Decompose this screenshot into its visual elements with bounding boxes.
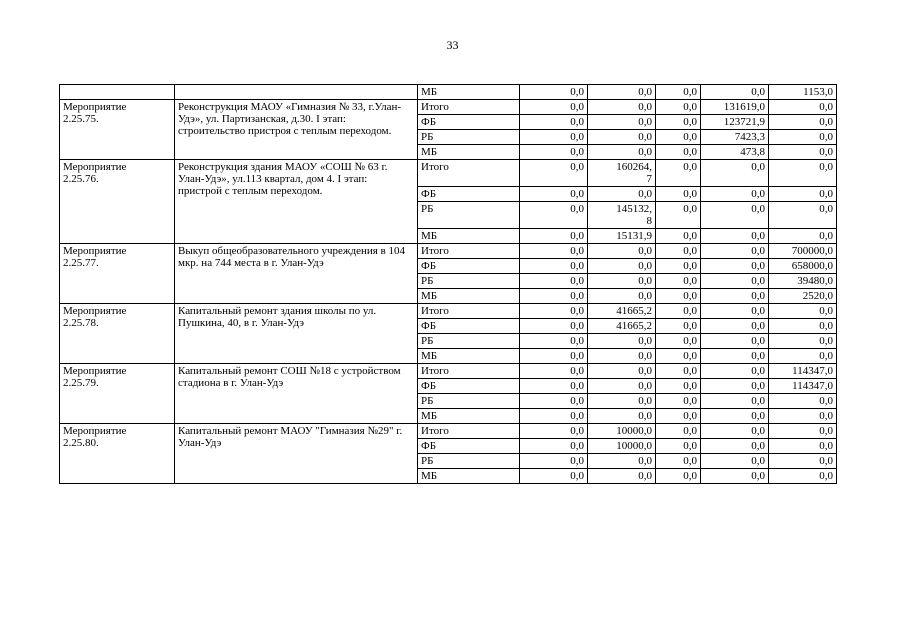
value-cell: 0,0	[656, 289, 701, 304]
value-cell: 0,0	[701, 244, 769, 259]
value-cell: 41665,2	[588, 304, 656, 319]
value-cell: 0,0	[701, 85, 769, 100]
value-cell: 0,0	[520, 304, 588, 319]
source-cell: ФБ	[418, 115, 520, 130]
value-cell: 0,0	[520, 394, 588, 409]
value-cell: 1153,0	[769, 85, 837, 100]
value-cell: 0,0	[769, 304, 837, 319]
value-cell: 0,0	[701, 334, 769, 349]
value-cell: 0,0	[769, 115, 837, 130]
value-cell: 0,0	[520, 409, 588, 424]
value-cell: 0,0	[769, 334, 837, 349]
source-cell: РБ	[418, 454, 520, 469]
value-cell: 0,0	[520, 274, 588, 289]
value-cell: 0,0	[520, 439, 588, 454]
value-cell: 0,0	[656, 130, 701, 145]
value-cell: 0,0	[701, 319, 769, 334]
value-cell: 0,0	[656, 349, 701, 364]
value-cell: 0,0	[656, 409, 701, 424]
source-cell: Итого	[418, 304, 520, 319]
value-cell: 0,0	[701, 160, 769, 187]
value-cell: 0,0	[656, 187, 701, 202]
value-cell: 0,0	[656, 145, 701, 160]
value-cell: 0,0	[769, 469, 837, 484]
value-cell: 0,0	[701, 409, 769, 424]
value-cell: 114347,0	[769, 364, 837, 379]
source-cell: РБ	[418, 394, 520, 409]
budget-table-body	[60, 85, 837, 484]
value-cell: 0,0	[588, 187, 656, 202]
event-id-cell: Мероприятие 2.25.79.	[60, 364, 175, 424]
value-cell: 0,0	[656, 469, 701, 484]
value-cell: 0,0	[588, 334, 656, 349]
source-cell: МБ	[418, 145, 520, 160]
value-cell: 0,0	[769, 160, 837, 187]
value-cell: 0,0	[769, 454, 837, 469]
value-cell: 0,0	[701, 229, 769, 244]
value-cell: 0,0	[588, 274, 656, 289]
value-cell: 0,0	[656, 85, 701, 100]
event-cell	[60, 85, 175, 100]
value-cell: 0,0	[588, 244, 656, 259]
value-cell: 0,0	[520, 100, 588, 115]
value-cell: 0,0	[769, 145, 837, 160]
description-cell: Капитальный ремонт СОШ №18 с устройством стадиона в г. Улан-Удэ	[175, 364, 418, 424]
value-cell: 0,0	[588, 145, 656, 160]
value-cell: 0,0	[701, 274, 769, 289]
value-cell: 0,0	[656, 274, 701, 289]
value-cell: 0,0	[520, 334, 588, 349]
source-cell: ФБ	[418, 439, 520, 454]
value-cell: 0,0	[520, 145, 588, 160]
value-cell: 0,0	[769, 424, 837, 439]
value-cell: 0,0	[520, 130, 588, 145]
description-cell: Капитальный ремонт МАОУ "Гимназия №29" г. Улан-Удэ	[175, 424, 418, 484]
value-cell: 658000,0	[769, 259, 837, 274]
value-cell: 0,0	[701, 304, 769, 319]
table-row	[60, 364, 837, 379]
value-cell: 0,0	[588, 259, 656, 274]
value-cell: 0,0	[520, 289, 588, 304]
value-cell: 0,0	[701, 202, 769, 229]
value-cell: 0,0	[701, 424, 769, 439]
source-cell: ФБ	[418, 259, 520, 274]
value-cell: 0,0	[656, 319, 701, 334]
source-cell: Итого	[418, 424, 520, 439]
event-id-cell: Мероприятие 2.25.76.	[60, 160, 175, 244]
value-cell: 131619,0	[701, 100, 769, 115]
value-cell: 41665,2	[588, 319, 656, 334]
value-cell: 0,0	[769, 202, 837, 229]
value-cell: 0,0	[656, 244, 701, 259]
description-cell: Выкуп общеобразовательного учреждения в 104 мкр. на 744 места в г. Улан-Удэ	[175, 244, 418, 304]
value-cell: 15131,9	[588, 229, 656, 244]
value-cell: 0,0	[656, 364, 701, 379]
value-cell: 0,0	[656, 259, 701, 274]
value-cell: 0,0	[520, 187, 588, 202]
value-cell: 0,0	[656, 229, 701, 244]
value-cell: 7423,3	[701, 130, 769, 145]
value-cell: 0,0	[656, 202, 701, 229]
value-cell: 0,0	[588, 379, 656, 394]
value-cell: 0,0	[701, 379, 769, 394]
value-cell: 39480,0	[769, 274, 837, 289]
value-cell: 2520,0	[769, 289, 837, 304]
description-cell	[175, 85, 418, 100]
table-row	[60, 424, 837, 439]
source-cell: МБ	[418, 409, 520, 424]
table-row	[60, 85, 837, 100]
value-cell: 0,0	[520, 85, 588, 100]
value-cell: 10000,0	[588, 424, 656, 439]
value-cell: 0,0	[656, 394, 701, 409]
value-cell: 123721,9	[701, 115, 769, 130]
description-cell: Реконструкция МАОУ «Гимназия № 33, г.Улан-Удэ», ул. Партизанская, д.30. I этап: строительство пристроя с теплым переходом.	[175, 100, 418, 160]
value-cell: 0,0	[701, 454, 769, 469]
table-row	[60, 160, 837, 187]
table-row	[60, 304, 837, 319]
source-cell: ФБ	[418, 379, 520, 394]
description-cell: Реконструкция здания МАОУ «СОШ № 63 г. Улан-Удэ», ул.113 квартал, дом 4. I этап: пристрой с теплым переходом.	[175, 160, 418, 244]
value-cell: 0,0	[701, 289, 769, 304]
source-cell: Итого	[418, 244, 520, 259]
value-cell: 0,0	[588, 289, 656, 304]
value-cell: 0,0	[701, 469, 769, 484]
value-cell: 0,0	[701, 394, 769, 409]
value-cell: 0,0	[520, 424, 588, 439]
event-id-cell: Мероприятие 2.25.78.	[60, 304, 175, 364]
value-cell: 0,0	[769, 349, 837, 364]
value-cell: 0,0	[656, 115, 701, 130]
value-cell: 0,0	[520, 244, 588, 259]
value-cell: 0,0	[520, 364, 588, 379]
value-cell: 0,0	[520, 115, 588, 130]
value-cell: 0,0	[701, 187, 769, 202]
value-cell: 700000,0	[769, 244, 837, 259]
source-cell: МБ	[418, 229, 520, 244]
value-cell: 0,0	[520, 229, 588, 244]
value-cell: 0,0	[769, 130, 837, 145]
source-cell: МБ	[418, 85, 520, 100]
value-cell: 0,0	[769, 439, 837, 454]
source-cell: РБ	[418, 202, 520, 229]
source-cell: РБ	[418, 130, 520, 145]
source-cell: МБ	[418, 289, 520, 304]
value-cell: 0,0	[656, 424, 701, 439]
value-cell: 0,0	[769, 187, 837, 202]
source-cell: Итого	[418, 364, 520, 379]
event-id-cell: Мероприятие 2.25.77.	[60, 244, 175, 304]
value-cell: 0,0	[769, 394, 837, 409]
source-cell: Итого	[418, 100, 520, 115]
value-cell: 0,0	[656, 379, 701, 394]
value-cell: 0,0	[588, 349, 656, 364]
value-cell: 0,0	[588, 100, 656, 115]
value-cell: 0,0	[656, 439, 701, 454]
event-id-cell: Мероприятие 2.25.75.	[60, 100, 175, 160]
value-cell: 10000,0	[588, 439, 656, 454]
value-cell: 0,0	[520, 379, 588, 394]
value-cell: 473,8	[701, 145, 769, 160]
source-cell: МБ	[418, 349, 520, 364]
value-cell: 0,0	[656, 454, 701, 469]
value-cell: 160264, 7	[588, 160, 656, 187]
value-cell: 0,0	[520, 469, 588, 484]
value-cell: 0,0	[588, 469, 656, 484]
source-cell: Итого	[418, 160, 520, 187]
value-cell: 0,0	[588, 85, 656, 100]
value-cell: 0,0	[520, 259, 588, 274]
value-cell: 0,0	[701, 439, 769, 454]
event-id-cell: Мероприятие 2.25.80.	[60, 424, 175, 484]
value-cell: 114347,0	[769, 379, 837, 394]
source-cell: РБ	[418, 274, 520, 289]
source-cell: МБ	[418, 469, 520, 484]
value-cell: 0,0	[769, 409, 837, 424]
value-cell: 0,0	[588, 394, 656, 409]
value-cell: 0,0	[588, 454, 656, 469]
value-cell: 0,0	[588, 115, 656, 130]
value-cell: 0,0	[769, 319, 837, 334]
value-cell: 0,0	[701, 259, 769, 274]
value-cell: 0,0	[520, 202, 588, 229]
value-cell: 0,0	[588, 364, 656, 379]
value-cell: 0,0	[701, 349, 769, 364]
source-cell: РБ	[418, 334, 520, 349]
budget-table	[59, 84, 837, 484]
value-cell: 0,0	[769, 229, 837, 244]
value-cell: 0,0	[656, 334, 701, 349]
value-cell: 0,0	[656, 100, 701, 115]
table-row	[60, 100, 837, 115]
value-cell: 0,0	[769, 100, 837, 115]
table-row	[60, 244, 837, 259]
value-cell: 145132, 8	[588, 202, 656, 229]
value-cell: 0,0	[588, 409, 656, 424]
value-cell: 0,0	[656, 160, 701, 187]
value-cell: 0,0	[701, 364, 769, 379]
value-cell: 0,0	[520, 319, 588, 334]
description-cell: Капитальный ремонт здания школы по ул. Пушкина, 40, в г. Улан-Удэ	[175, 304, 418, 364]
page-number: 33	[446, 38, 459, 52]
value-cell: 0,0	[520, 349, 588, 364]
value-cell: 0,0	[520, 160, 588, 187]
source-cell: ФБ	[418, 187, 520, 202]
value-cell: 0,0	[656, 304, 701, 319]
value-cell: 0,0	[520, 454, 588, 469]
source-cell: ФБ	[418, 319, 520, 334]
value-cell: 0,0	[588, 130, 656, 145]
